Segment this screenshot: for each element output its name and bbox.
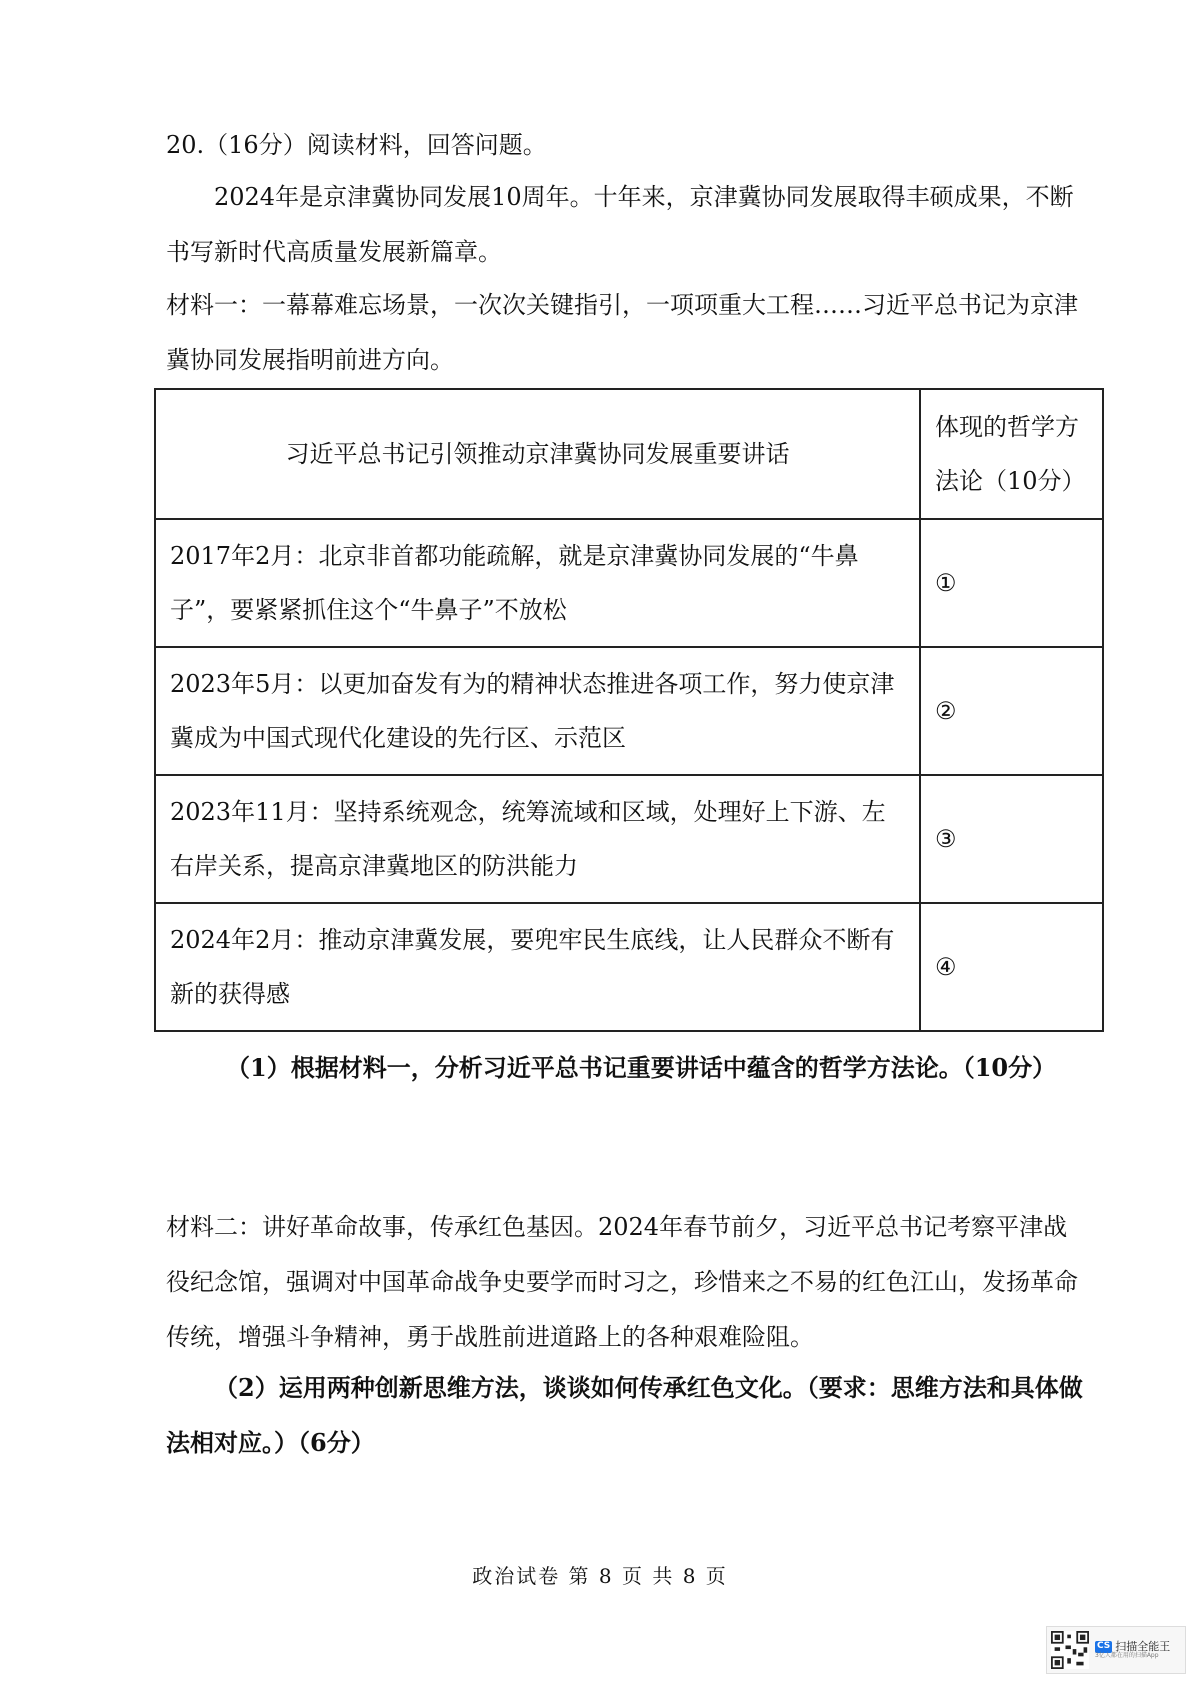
answer-mark-cell: ①: [920, 519, 1103, 647]
answer-mark-cell: ④: [920, 903, 1103, 1031]
speech-cell: 2023年5月：以更加奋发有为的精神状态推进各项工作，努力使京津冀成为中国式现代化建设的先行区、示范区: [155, 647, 920, 775]
sub-question-one: （1）根据材料一，分析习近平总书记重要讲话中蕴含的哲学方法论。（10分）: [226, 1053, 1057, 1082]
scanner-watermark: [1046, 1626, 1186, 1674]
table-row: [155, 519, 1103, 647]
table-row: [155, 775, 1103, 903]
table-row: [155, 903, 1103, 1031]
table-row: [155, 647, 1103, 775]
speech-table: [154, 388, 1104, 1032]
speech-cell: 2024年2月：推动京津冀发展，要兜牢民生底线，让人民群众不断有新的获得感: [155, 903, 920, 1031]
question-title: 20.（16分）阅读材料，回答问题。: [166, 131, 547, 159]
method-column-header: 体现的哲学方法论（10分）: [920, 389, 1103, 519]
answer-mark-cell: ②: [920, 647, 1103, 775]
answer-mark-cell: ③: [920, 775, 1103, 903]
sub-question-two: （2）运用两种创新思维方法，谈谈如何传承红色文化。（要求：思维方法和具体做法相对应。）（6分）: [166, 1373, 1083, 1457]
material-one-text: 材料一：一幕幕难忘场景，一次次关键指引，一项项重大工程……习近平总书记为京津冀协同发展指明前进方向。: [166, 291, 1078, 374]
table-header-row: [155, 389, 1103, 519]
speech-column-header: 习近平总书记引领推动京津冀协同发展重要讲话: [155, 389, 920, 519]
question-intro: 2024年是京津冀协同发展10周年。十年来，京津冀协同发展取得丰硕成果，不断书写新时代高质量发展新篇章。: [166, 183, 1074, 266]
material-two-text: 材料二：讲好革命故事，传承红色基因。2024年春节前夕，习近平总书记考察平津战役纪念馆，强调对中国革命战争史要学而时习之，珍惜来之不易的红色江山，发扬革命传统，增强斗争精神，勇于战胜前进道路上的各种艰难险阻。: [166, 1213, 1078, 1351]
brand-name: 扫描全能王: [1115, 1639, 1171, 1653]
qr-code-icon: [1051, 1631, 1089, 1669]
cs-logo: CS: [1097, 1640, 1111, 1651]
page-footer: 政治试卷 第 8 页 共 8 页: [472, 1564, 728, 1588]
speech-cell: 2017年2月：北京非首都功能疏解，就是京津冀协同发展的“牛鼻子”，要紧紧抓住这个“牛鼻子”不放松: [155, 519, 920, 647]
speech-cell: 2023年11月：坚持系统观念，统筹流域和区域，处理好上下游、左右岸关系，提高京津冀地区的防洪能力: [155, 775, 920, 903]
brand-tagline: 3亿人都在用的扫描App: [1095, 1651, 1159, 1659]
